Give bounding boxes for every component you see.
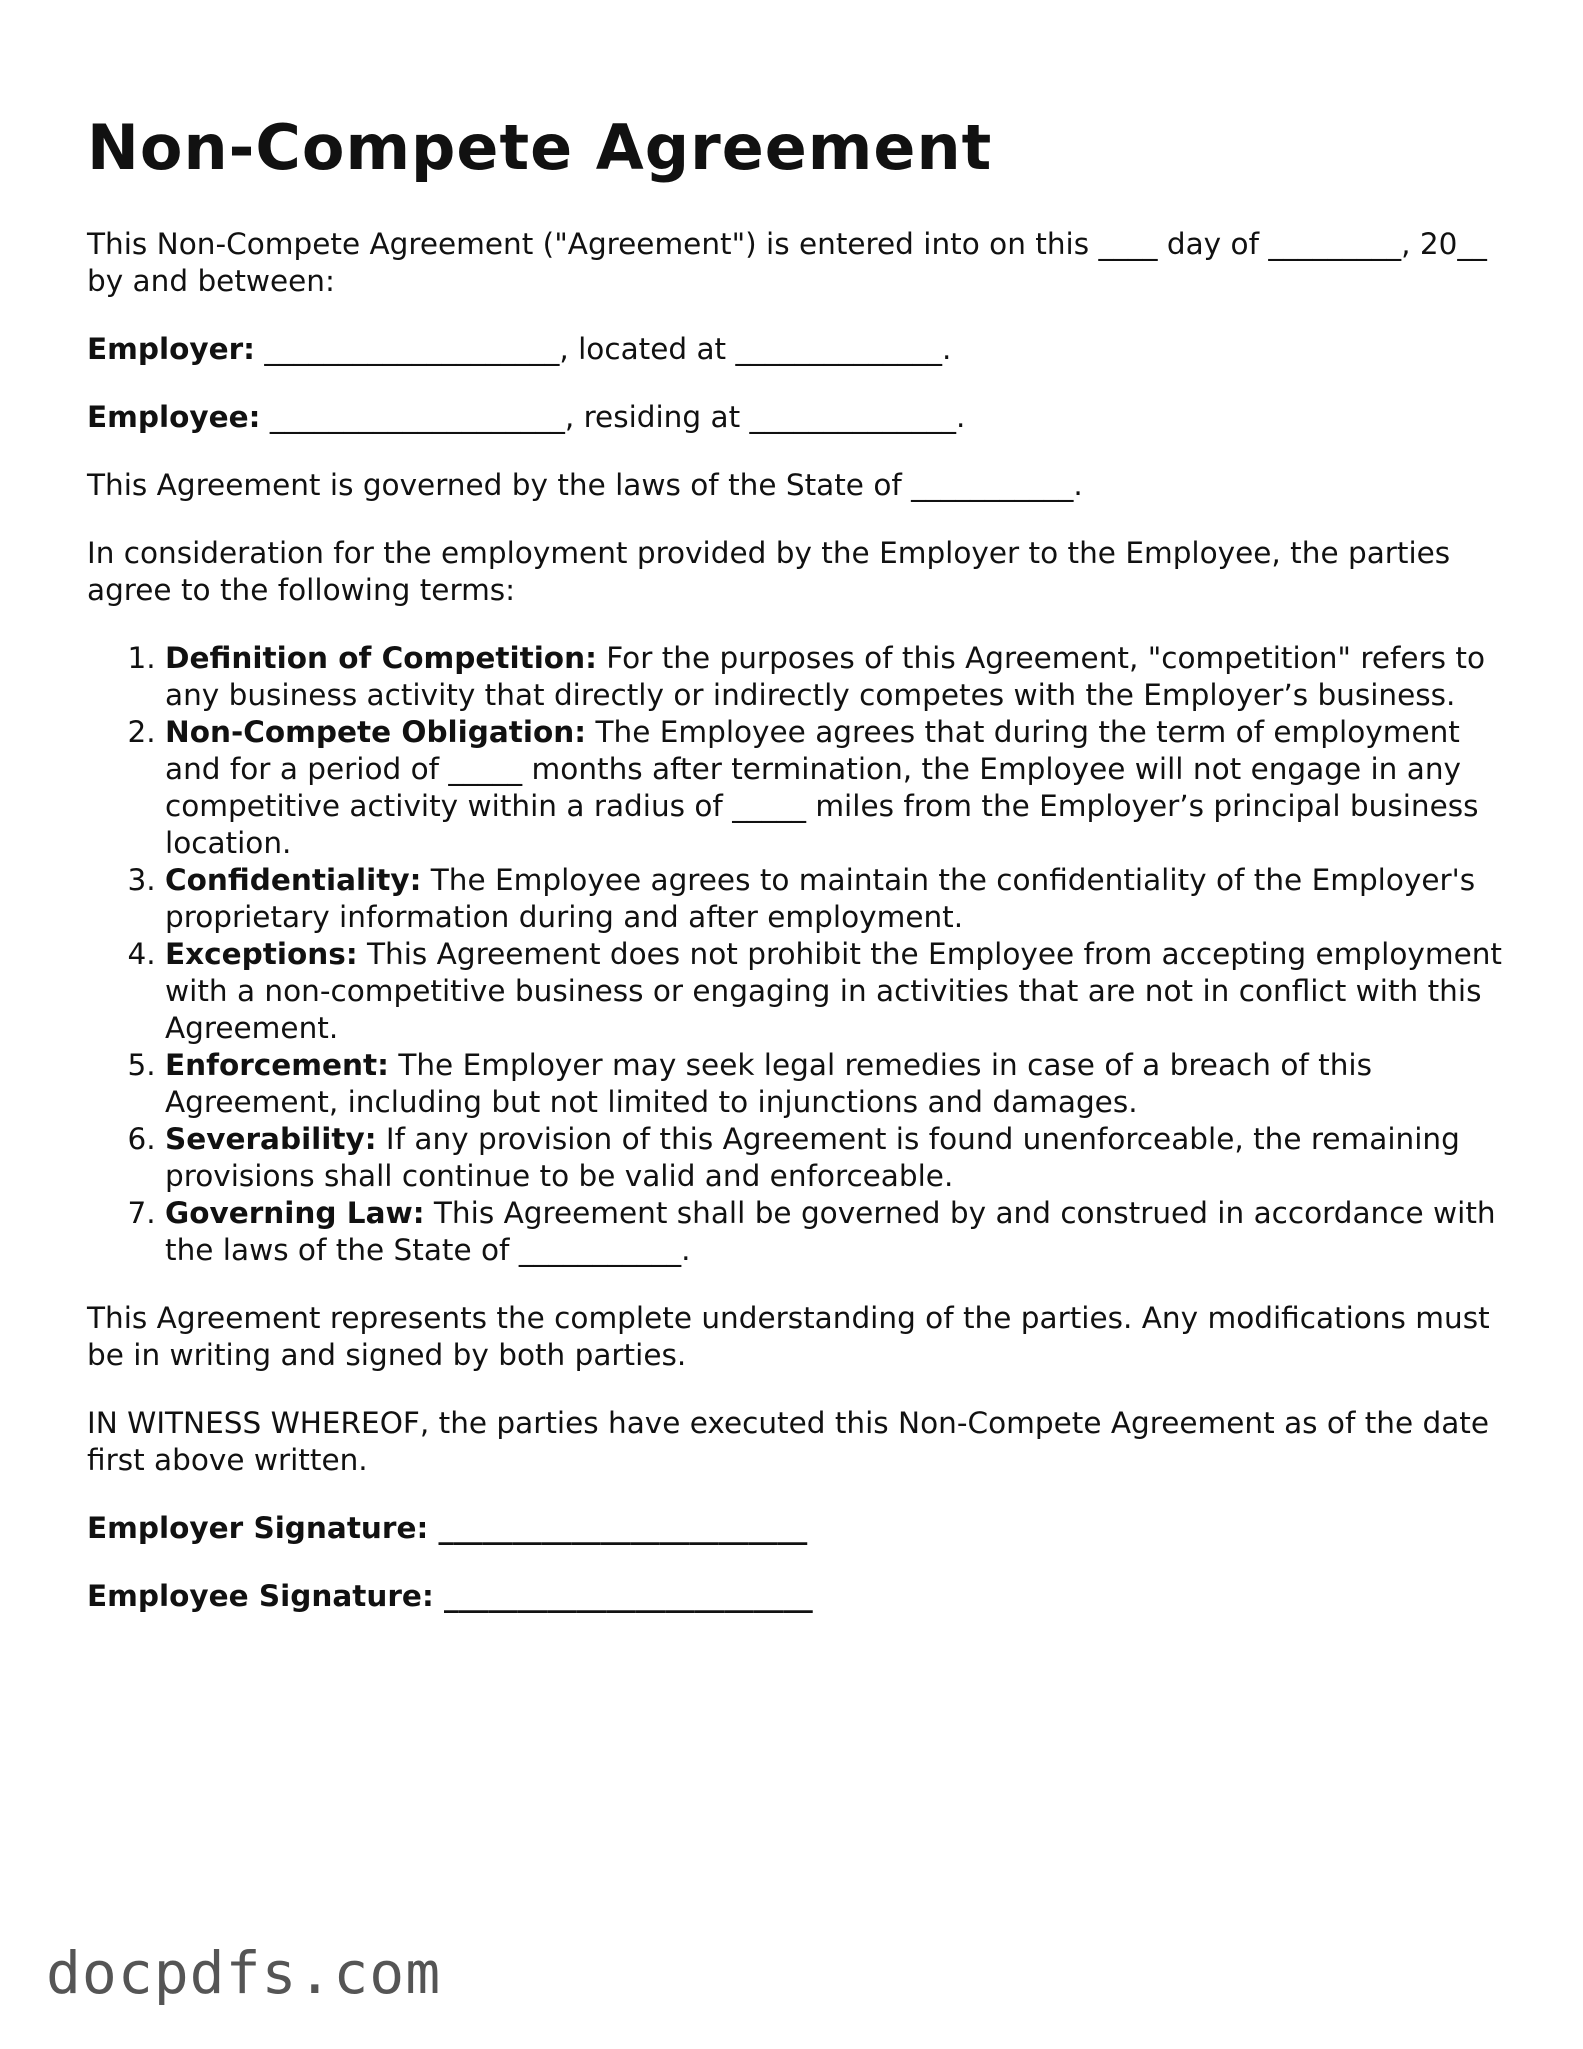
governing-statement: This Agreement is governed by the laws of the State of ___________.: [87, 468, 1083, 502]
term-item-competition: [165, 640, 1507, 714]
term-heading: Exceptions:: [165, 937, 358, 971]
employer-text: ____________________, located at ______________.: [254, 332, 952, 366]
terms-list: [87, 640, 1507, 1269]
document-body: [87, 226, 1507, 1646]
employer-signature-line: Employer Signature: _________________________: [87, 1511, 808, 1545]
term-text: If any provision of this Agreement is found unenforceable, the remaining provisions shall continue to be valid and enforceable.: [165, 1122, 1460, 1193]
term-heading: Severability:: [165, 1122, 377, 1156]
employee-signature-line: Employee Signature: _________________________: [87, 1579, 813, 1613]
term-text: The Employee agrees that during the term of employment and for a period of _____ months after termination, the Employee will not engage in any competitive activity within a radius of _____ miles from the Employer’s principal business location.: [165, 715, 1479, 860]
term-heading: Governing Law:: [165, 1196, 425, 1230]
employer-label: Employer:: [87, 332, 255, 366]
complete-understanding-paragraph: This Agreement represents the complete understanding of the parties. Any modifications must be in writing and signed by both parties.: [87, 1301, 1490, 1372]
employee-text: ____________________, residing at ______________.: [260, 400, 966, 434]
intro-paragraph: This Non-Compete Agreement ("Agreement") is entered into on this ____ day of _________, 20__ by and between:: [87, 227, 1487, 298]
document-title: Non-Compete Agreement: [87, 111, 993, 184]
term-item-obligation: [165, 714, 1507, 862]
term-item-enforcement: [165, 1047, 1507, 1121]
employee-label: Employee:: [87, 400, 261, 434]
term-heading: Definition of Competition:: [165, 641, 597, 675]
term-item-exceptions: [165, 936, 1507, 1047]
term-text: The Employer may seek legal remedies in case of a breach of this Agreement, including but not limited to injunctions and damages.: [165, 1048, 1372, 1119]
term-text: The Employee agrees to maintain the confidentiality of the Employer's proprietary information during and after employment.: [165, 863, 1476, 934]
term-heading: Enforcement:: [165, 1048, 389, 1082]
employer-line: [87, 331, 1507, 368]
watermark: docpdfs.com: [46, 1939, 442, 2007]
employee-line: [87, 399, 1507, 436]
term-heading: Confidentiality:: [165, 863, 422, 897]
term-heading: Non-Compete Obligation:: [165, 715, 587, 749]
term-item-severability: [165, 1121, 1507, 1195]
term-item-governing-law: [165, 1195, 1507, 1269]
witness-paragraph: IN WITNESS WHEREOF, the parties have executed this Non-Compete Agreement as of the date first above written.: [87, 1406, 1490, 1477]
consideration-paragraph: In consideration for the employment provided by the Employer to the Employee, the parties agree to the following terms:: [87, 536, 1451, 607]
term-text: For the purposes of this Agreement, "competition" refers to any business activity that directly or indirectly competes with the Employer’s business.: [165, 641, 1486, 712]
term-item-confidentiality: [165, 862, 1507, 936]
term-text: This Agreement shall be governed by and construed in accordance with the laws of the State of ___________.: [165, 1196, 1496, 1267]
term-text: This Agreement does not prohibit the Employee from accepting employment with a non-competitive business or engaging in activities that are not in conflict with this Agreement.: [165, 937, 1502, 1045]
